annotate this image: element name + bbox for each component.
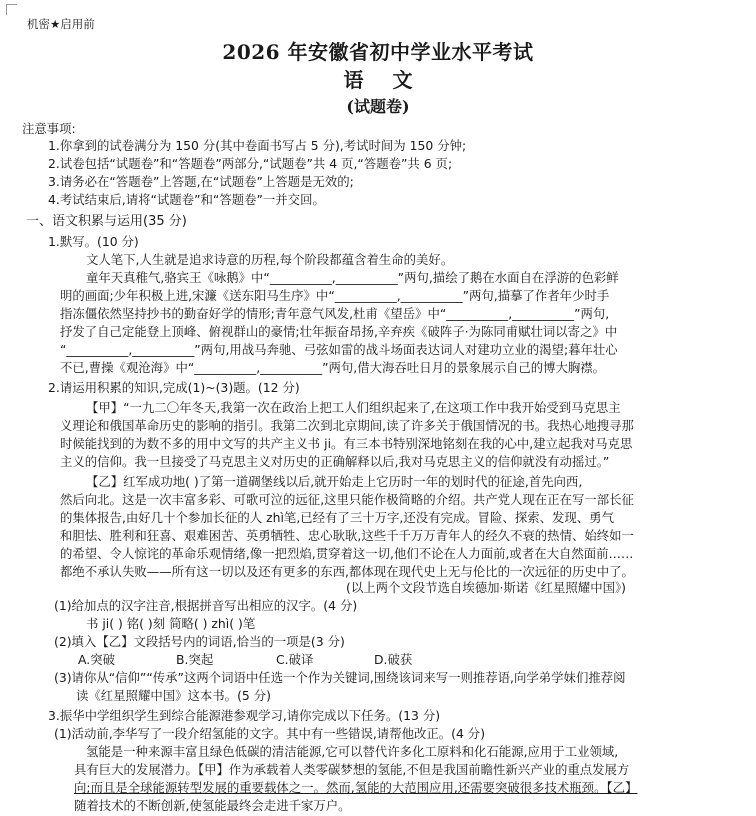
note-item: 3.请务必在“答题卷”上答题,在“试题卷”上答题是无效的;	[48, 174, 354, 189]
option-d: D.破获	[374, 652, 413, 667]
passage-line: 不已,曹操《观沧海》中“__________,__________”两句,借大海吞吐日月的景象展示自己的博大胸襟。	[60, 360, 606, 375]
sub-question: (1)活动前,李华写了一段介绍氢能的文字。其中有一些错误,请帮他改正。(4 分)	[54, 726, 486, 741]
passage-line: 氢能是一种来源丰富且绿色低碳的清洁能源,它可以替代许多化工原料和化石能源,应用于工业领域,	[86, 744, 619, 759]
passage-line: 【甲】“一九二〇年冬天,我第一次在政治上把工人们组织起来了,在这项工作中我开始受到马克思主	[86, 400, 621, 415]
passage-line: 主义的信仰。我一旦接受了马克思主义对历史的正确解释以后,我对马克思主义的信仰就没有动摇过。”	[60, 454, 610, 469]
question-stem: 2.请运用积累的知识,完成(1)~(3)题。(12 分)	[48, 380, 300, 395]
passage-line: 都绝不承认失败——所有这一切以及还有更多的东西,都体现在现代史上无与伦比的一次远征的历史中了。	[60, 564, 634, 579]
passage-line: 和胆怯、胜利和狂喜、艰难困苦、英勇牺牲、忠心耿耿,这些千千万万青年人的经久不衰的热情、始终如一	[60, 528, 634, 543]
passage-line: 的集体报告,由好几十个参加长征的人 zhì笔,已经有了三十万字,还没有完成。冒险、探索、发现、勇气	[60, 510, 614, 525]
sub-question: 读《红星照耀中国》这本书。(5 分)	[76, 688, 271, 703]
passage-line: “__________,__________”两句,用战马奔驰、弓弦如雷的战斗场面表达词人对建功立业的渴望;暮年壮心	[60, 342, 618, 357]
option-b: B.突起	[176, 652, 214, 667]
passage-line: 抒发了自己定能登上顶峰、俯视群山的豪情;壮年振奋昂扬,辛弃疾《破阵子·为陈同甫赋壮词以寄之》中	[60, 324, 618, 339]
note-item: 4.考试结束后,请将“试题卷”和“答题卷”一并交回。	[48, 192, 325, 207]
note-item: 1.你拿到的试卷满分为 150 分(其中卷面书写占 5 分),考试时间为 150 分钟;	[48, 138, 467, 153]
paper-type-title: (试题卷)	[346, 97, 410, 116]
section-heading: 一、语文积累与运用(35 分)	[26, 214, 187, 229]
passage-line: 义理论和俄国革命历史的影响的指引。我第二次到北京期间,读了许多关于俄国情况的书。我热心地搜寻那	[60, 418, 634, 433]
exam-title: 2026 年安徽省初中学业水平考试	[222, 40, 534, 64]
sub-question: (1)给加点的汉字注音,根据拼音写出相应的汉字。(4 分)	[54, 598, 358, 613]
option-c: C.破译	[276, 652, 314, 667]
subject-title: 语 文	[343, 68, 413, 92]
passage-line: 【乙】红军成功地( )了第一道碉堡线以后,就开始走上它历时一年的划时代的征途,首先向西,	[86, 474, 583, 489]
passage-line: 具有巨大的发展潜力。【甲】作为承载着人类零碳梦想的氢能,不但是我国前瞻性新兴产业的重点发展方	[74, 762, 630, 777]
passage-line: 时候能找到的为数不多的用中文写的共产主义书 ji。有三本书特别深地铭刻在我的心中,建立起我对马克思	[60, 436, 633, 451]
note-item: 2.试卷包括“试题卷”和“答题卷”两部分,“试题卷”共 4 页,“答题卷”共 6 页;	[48, 156, 453, 171]
passage-line: 然后向北。这是一次丰富多彩、可歌可泣的远征,这里只能作极简略的介绍。共产党人现在正在写一部长征	[60, 492, 634, 507]
page-corner-mark	[6, 4, 17, 15]
confidential-label: 机密★启用前	[27, 17, 95, 31]
passage-line: 童年天真稚气,骆宾王《咏鹅》中“__________,__________”两句,描绘了鹅在水面自在浮游的色彩鲜	[86, 270, 619, 285]
question-stem: 1.默写。(10 分)	[48, 234, 139, 249]
pinyin-items: 书 ji( ) 铭( )刻 简略( ) zhì( )笔	[86, 616, 256, 631]
sub-question: (2)填入【乙】文段括号内的词语,恰当的一项是(3 分)	[54, 634, 345, 649]
passage-line: 文人笔下,人生就是追求诗意的历程,每个阶段都蕴含着生命的美好。	[86, 252, 454, 267]
passage-line: 明的画面;少年积极上进,宋濂《送东阳马生序》中“__________,__________”两句,描摹了作者年少时手	[60, 288, 610, 303]
passage-line: 随着技术的不断创新,使氢能最终会走进千家万户。	[74, 798, 351, 813]
sub-question: (3)请你从“信仰”“传承”这两个词语中任选一个作为关键词,围绕该词来写一则推荐语,向学弟学妹们推荐阅	[54, 670, 626, 685]
source-note: (以上两个文段节选自埃德加·斯诺《红星照耀中国》)	[346, 580, 627, 595]
passage-line: 指冻僵依然坚持抄书的勤奋好学的情形;青年意气风发,杜甫《望岳》中“__________,__________”两句,	[60, 306, 610, 321]
option-a: A.突破	[78, 652, 115, 667]
notes-heading: 注意事项:	[22, 121, 76, 136]
question-stem: 3.振华中学组织学生到综合能源港参观学习,请你完成以下任务。(13 分)	[48, 708, 441, 723]
passage-line: 的希望、令人惊诧的革命乐观情绪,像一把烈焰,贯穿着这一切,他们不论在人力面前,或者在大自然面前……	[60, 546, 634, 561]
passage-line-underlined: 向;而且是全球能源转型发展的重要载体之一。然而,氢能的大范围应用,还需要突破很多技术瓶颈。【乙】	[74, 780, 638, 795]
